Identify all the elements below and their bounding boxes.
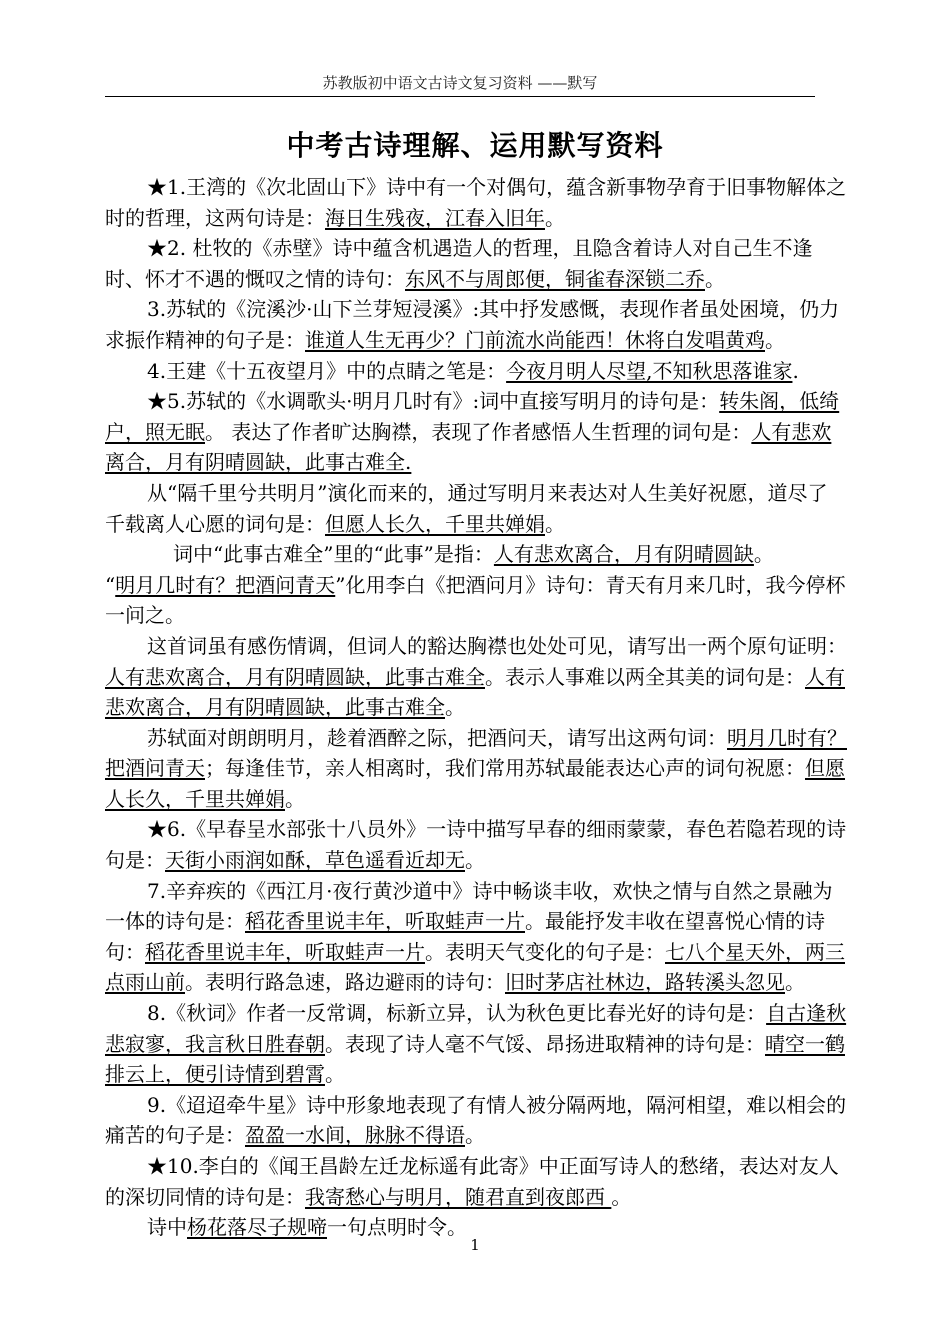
- paragraph-text: 。最能抒发丰收在望喜悦心情的诗句：: [105, 909, 825, 964]
- paragraph-text: ★5.苏轼的《水调歌头·明月几时有》:词中直接写明月的诗句是：: [147, 389, 720, 414]
- answer-text: 东风不与周郎便，铜雀春深锁二乔: [405, 266, 705, 291]
- paragraph-text: 从“隔千里兮共明月”演化而来的，通过写明月来表达对人生美好祝愿，道尽了千载离人心愿的词句是：: [105, 480, 828, 536]
- paragraph-text: 这首词虽有感伤情调，但词人的豁达胸襟也处处可见，请写出一两个原句证明：: [147, 633, 847, 658]
- page-title: 中考古诗理解、运用默写资料: [286, 129, 664, 162]
- answer-text: 稻花香里说丰年，听取蛙声一片: [245, 909, 525, 934]
- paragraph: [105, 570, 847, 631]
- paragraph-text: 。: [765, 327, 785, 352]
- answer-text: 谁道人生无再少？门前流水尚能西！休将白发唱黄鸡: [305, 327, 765, 352]
- answer-text: 明月几时有？把酒问青天: [115, 572, 336, 597]
- paragraph: [105, 356, 847, 387]
- paragraph-text: 。表明天气变化的句子是：: [425, 939, 665, 964]
- paragraph: [105, 539, 847, 570]
- page-header: 苏教版初中语文古诗文复习资料 ——默写: [322, 74, 598, 92]
- paragraph-text: 诗中: [147, 1215, 187, 1240]
- answer-text: 七八个星天外，两三点雨山前: [105, 939, 845, 995]
- header-rule: [105, 96, 815, 97]
- paragraph-text: ；每逢佳节，亲人相离时，我们常用苏轼最能表达心声的词句祝愿：: [205, 756, 805, 781]
- answer-text: 盈盈一水间，脉脉不得语: [245, 1123, 465, 1148]
- paragraph: [105, 876, 847, 998]
- paragraph-text: 。: [465, 848, 485, 873]
- answer-text: 杨花落尽子规啼: [187, 1215, 327, 1240]
- paragraph-text: 。: [611, 1184, 632, 1209]
- answer-text: 晴空一鹤排云上，便引诗情到碧霄: [105, 1031, 845, 1087]
- paragraph-text: 。表示人事难以两全其美的词句是：: [485, 664, 805, 689]
- paragraph: [105, 478, 847, 539]
- paragraph-text: .: [792, 358, 799, 383]
- paragraph-text: 。表明行路急速，路边避雨的诗句：: [185, 970, 505, 995]
- paragraph-text: 8.《秋词》作者一反常调，标新立异，认为秋色更比春光好的诗句是：: [147, 1001, 767, 1026]
- paragraph-text: 。: [785, 970, 805, 995]
- paragraph-text: 。: [285, 786, 305, 811]
- paragraph-text: 。: [545, 205, 565, 230]
- document-body: [105, 172, 847, 1243]
- paragraph-text: 7.辛弃疾的《西江月·夜行黄沙道中》诗中畅谈丰收，欢快之情与自然之景融为一体的诗句是：: [105, 878, 833, 934]
- answer-text: 但愿人长久，千里共婵娟: [105, 756, 845, 811]
- answer-text: 今夜月明人尽望,不知秋思落谁家: [506, 358, 793, 383]
- paragraph-text: 。: [465, 1123, 485, 1148]
- paragraph: [105, 233, 847, 294]
- paragraph-text: 。表现了诗人毫不气馁、昂扬进取精神的诗句是：: [325, 1031, 765, 1056]
- paragraph-text: 9.《迢迢牵牛星》诗中形象地表现了有情人被分隔两地，隔河相望，难以相会的痛苦的句子是：: [105, 1092, 847, 1148]
- paragraph-text: 苏轼面对朗朗明月，趁着酒醉之际，把酒问天，请写出这两句词：: [147, 725, 727, 750]
- paragraph: [105, 386, 847, 478]
- answer-text: 人有悲欢离合，月有阴晴圆缺，此事古难全: [105, 664, 845, 720]
- paragraph-text: 4.王建《十五夜望月》中的点睛之笔是：: [147, 358, 507, 383]
- answer-text: 人有悲欢离合，月有阴晴圆缺: [493, 542, 754, 567]
- answer-text: 转朱阁，低绮户，照无眠: [105, 389, 840, 444]
- answer-text: 稻花香里说丰年，听取蛙声一片: [145, 939, 425, 964]
- answer-text: 但愿人长久，千里共婵娟: [325, 511, 545, 536]
- paragraph: [105, 814, 847, 875]
- paragraph: [105, 294, 847, 355]
- paragraph: [105, 998, 847, 1090]
- paragraph: [105, 172, 847, 233]
- answer-text: 人有悲欢离合，月有阴晴圆缺，此事古难全: [105, 664, 485, 689]
- paragraph-text: 。: [325, 1062, 345, 1087]
- paragraph-text: 。: [753, 542, 774, 567]
- answer-text: 人有悲欢离合，月有阴晴圆缺，此事古难全.: [105, 419, 832, 475]
- paragraph-text: ★6.《早春呈水部张十八员外》一诗中描写早春的细雨蒙蒙，春色若隐若现的诗句是：: [105, 817, 847, 873]
- paragraph: [105, 1090, 847, 1151]
- paragraph-text: ”化用李白《把酒问月》诗句：青天有月来几时，我今停杯一问之。: [105, 572, 846, 628]
- answer-text: 我寄愁心与明月，随君直到夜郎西: [305, 1184, 612, 1209]
- paragraph-text: 。 表达了作者旷达胸襟，表现了作者感悟人生哲理的词句是：: [205, 419, 752, 444]
- paragraph-text: 。: [705, 266, 725, 291]
- paragraph: [105, 1151, 847, 1212]
- paragraph-text: 。: [545, 511, 565, 536]
- paragraph-text: 一句点明时令。: [327, 1215, 467, 1240]
- paragraph-text: 3.苏轼的《浣溪沙·山下兰芽短浸溪》:其中抒发感慨，表现作者虽处困境，仍力求振作精神的句子是：: [105, 297, 840, 352]
- paragraph-text: 。: [445, 695, 465, 720]
- paragraph-text: ★1.王湾的《次北固山下》诗中有一个对偶句，蕴含新事物孕育于旧事物解体之时的哲理，这两句诗是：: [105, 175, 847, 230]
- answer-text: 海日生残夜，江春入旧年: [325, 205, 545, 230]
- answer-text: 自古逢秋悲寂寥，我言秋日胜春朝: [105, 1001, 847, 1056]
- paragraph-text: “: [105, 572, 116, 597]
- answer-text: 旧时茅店社林边，路转溪头忽见: [505, 970, 785, 995]
- paragraph: [105, 723, 847, 815]
- answer-text: 天街小雨润如酥，草色遥看近却无: [165, 848, 465, 873]
- paragraph-text: ★2. 杜牧的《赤壁》诗中蕴含机遇造人的哲理，且隐含着诗人对自己生不逢时、怀才不遇的慨叹之情的诗句：: [105, 236, 813, 291]
- paragraph-text: ★10.李白的《闻王昌龄左迁龙标遥有此寄》中正面写诗人的愁绪，表达对友人的深切同情的诗句是：: [105, 1154, 839, 1209]
- paragraph: [105, 631, 847, 723]
- page-number: 1: [470, 1236, 480, 1254]
- paragraph-text: 词中“此事古难全”里的“此事”是指：: [173, 542, 494, 567]
- answer-text: 明月几时有？把酒问青天: [105, 725, 847, 781]
